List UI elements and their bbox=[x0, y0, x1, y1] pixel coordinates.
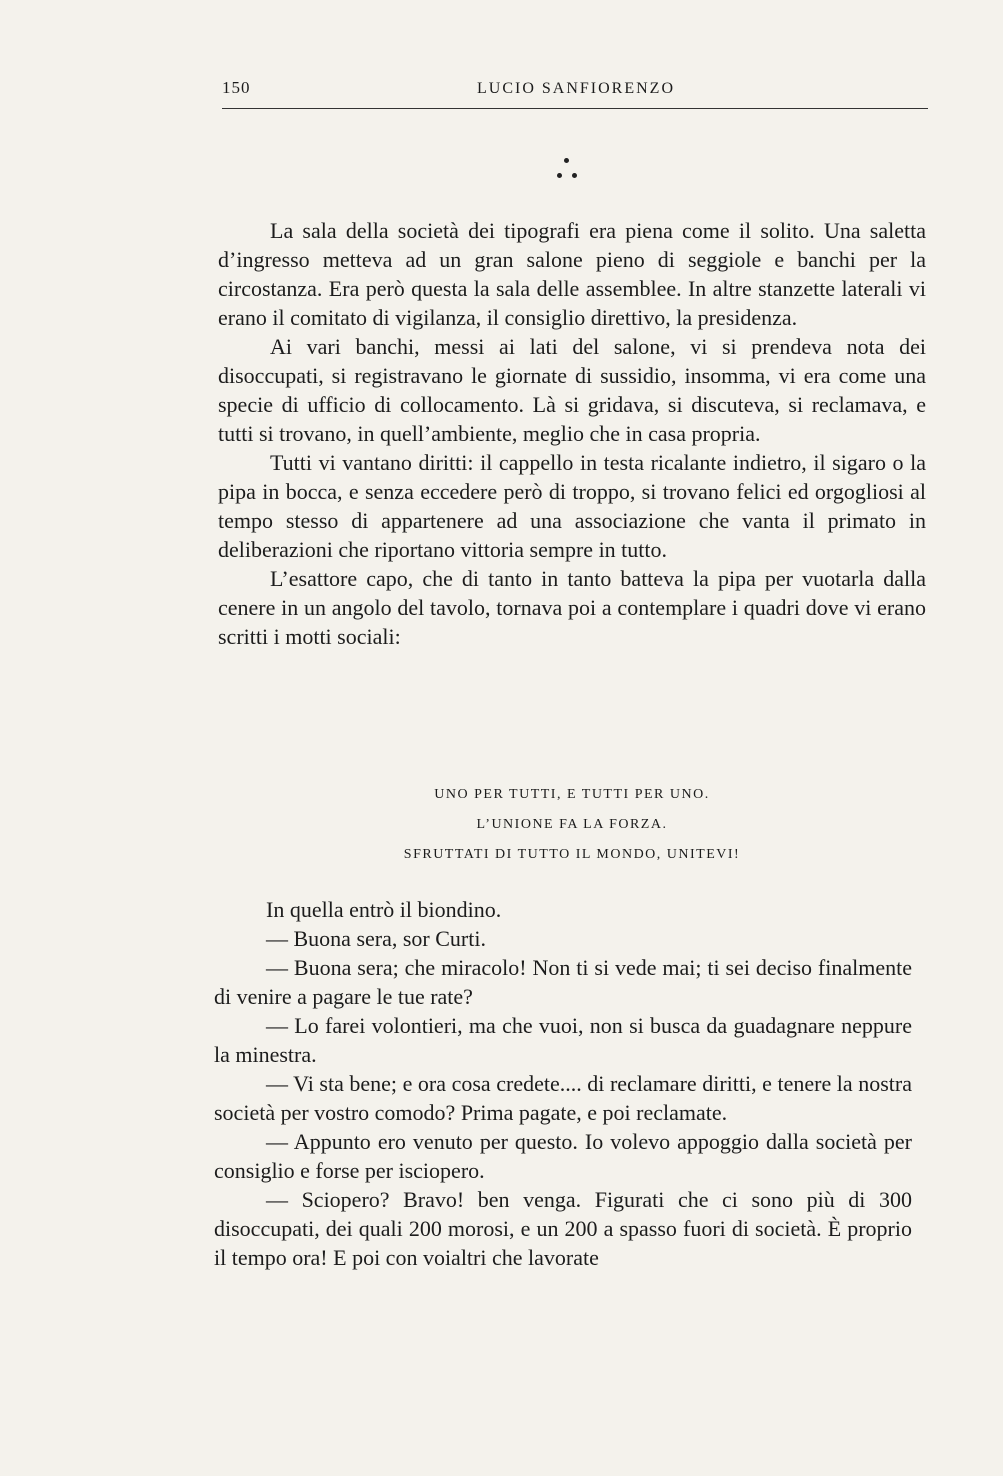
page-number: 150 bbox=[222, 78, 251, 97]
body-text-bottom bbox=[214, 895, 912, 1272]
paragraph-9: — Vi sta bene; e ora cosa credete.... di reclamare diritti, e tenere la nostra società per vostro comodo? Prima pagate, e poi reclamate. bbox=[214, 1071, 912, 1125]
paragraph-2: Ai vari banchi, messi ai lati del salone, vi si prendeva nota dei disoccupati, si registravano le giornate di sussidio, insomma, vi era come una specie di ufficio di collocamento. Là si gridava, si discuteva, si reclamava, e tutti si trovano, in quell’ambiente, meglio che in casa propria. bbox=[218, 334, 926, 446]
asterism-dot-right bbox=[572, 173, 577, 178]
paragraph-1: La sala della società dei tipografi era piena come il solito. Una saletta d’ingresso metteva ad un gran salone pieno di seggiole e banchi per la circostanza. Era però questa la sala delle assemblee. In altre stanzette laterali vi erano il comitato di vigilanza, il consiglio direttivo, la presidenza. bbox=[218, 218, 926, 330]
mottos-block bbox=[218, 780, 926, 870]
motto-3: SFRUTTATI DI TUTTO IL MONDO, UNITEVI! bbox=[403, 847, 741, 862]
body-text-top bbox=[218, 216, 926, 651]
page-header bbox=[222, 78, 928, 109]
paragraph-8: — Lo farei volontieri, ma che vuoi, non si busca da guadagnare neppure la minestra. bbox=[214, 1013, 912, 1067]
section-break-asterism bbox=[555, 156, 595, 190]
paragraph-3: Tutti vi vantano diritti: il cappello in testa ricalante indietro, il sigaro o la pipa in bocca, e senza eccedere però di troppo, si trovano felici ed orgogliosi al tempo stesso di appartenere ad una associazione che vanta il primato in deliberazioni che riportano vittoria sempre in tutto. bbox=[218, 450, 926, 562]
paragraph-5: In quella entrò il biondino. bbox=[266, 897, 502, 922]
motto-2: L’UNIONE FA LA FORZA. bbox=[476, 817, 668, 832]
running-head: LUCIO SANFIORENZO bbox=[477, 80, 675, 97]
asterism-dot-top bbox=[564, 158, 569, 163]
paragraph-4: L’esattore capo, che di tanto in tanto batteva la pipa per vuotarla dalla cenere in un angolo del tavolo, tornava poi a contemplare i quadri dove vi erano scritti i motti sociali: bbox=[218, 566, 926, 649]
motto-1: UNO PER TUTTI, E TUTTI PER UNO. bbox=[434, 787, 710, 802]
paragraph-7: — Buona sera; che miracolo! Non ti si vede mai; ti sei deciso finalmente di venire a pagare le tue rate? bbox=[214, 955, 912, 1009]
paragraph-6: — Buona sera, sor Curti. bbox=[266, 926, 486, 951]
paragraph-10: — Appunto ero venuto per questo. Io volevo appoggio dalla società per consiglio e forse per isciopero. bbox=[214, 1129, 912, 1183]
asterism-dot-left bbox=[557, 173, 562, 178]
paragraph-11: — Sciopero? Bravo! ben venga. Figurati che ci sono più di 300 disoccupati, dei quali 200 morosi, e un 200 a spasso fuori di società. È proprio il tempo ora! E poi con voialtri che lavorate bbox=[214, 1187, 912, 1270]
